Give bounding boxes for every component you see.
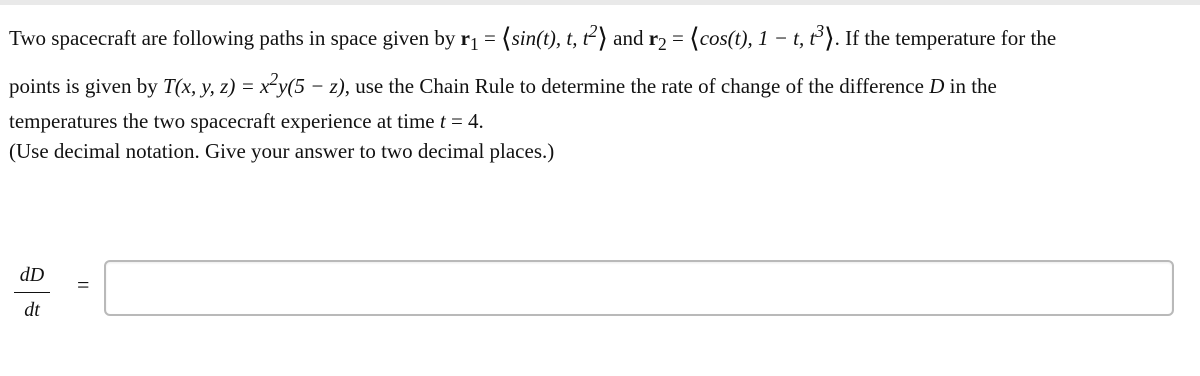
angle-bracket-open: ⟨ [689,23,700,53]
r1-subscript: 1 [469,34,479,55]
derivative-fraction [12,263,52,322]
temperature-function-rest: y(5 − z) [278,74,345,99]
superscript: 2 [269,69,279,90]
problem-text-part: in the [944,74,997,99]
problem-text-part: Two spacecraft are following paths in space given by [9,26,461,50]
problem-text-part: temperatures the two spacecraft experience at time [9,109,440,134]
problem-line-1 [9,14,1194,62]
answer-equals-sign: = [77,272,90,297]
time-value: = 4. [445,109,484,134]
time-variable: t [439,109,446,134]
answer-input[interactable] [106,262,1172,314]
r2-symbol: r [648,26,659,50]
r1-components: sin(t), t, t [511,26,589,50]
equals-sign: = [666,26,690,50]
angle-bracket-close: ⟩ [597,23,608,53]
superscript: 2 [588,21,598,41]
problem-text-part: , use the Chain Rule to determine the rate of change of the difference [344,74,930,99]
equals-sign: = [478,26,502,50]
problem-line-3 [9,104,1194,139]
r2-components: cos(t), 1 − t, t [699,26,816,50]
angle-bracket-open: ⟨ [501,23,512,53]
difference-symbol: D [929,74,945,99]
fraction-bar [14,292,50,293]
r1-symbol: r [460,26,470,50]
fraction-denominator: dt [24,299,40,321]
instruction-note: (Use decimal notation. Give your answer to two decimal places.) [9,139,555,163]
problem-text-part: points is given by [9,74,164,99]
problem-text [9,14,1194,139]
superscript: 3 [815,21,825,41]
answer-box[interactable] [104,260,1174,316]
problem-statement [9,14,1194,139]
r2-subscript: 2 [658,34,667,55]
fraction-numerator: dD [19,264,45,286]
problem-text-part: and [607,26,649,50]
problem-line-2 [9,62,1194,104]
problem-text-part: . If the temperature for the [834,26,1057,50]
top-divider [0,0,1200,5]
angle-bracket-close: ⟩ [824,23,835,53]
temperature-function: T(x, y, z) = x [163,74,270,99]
